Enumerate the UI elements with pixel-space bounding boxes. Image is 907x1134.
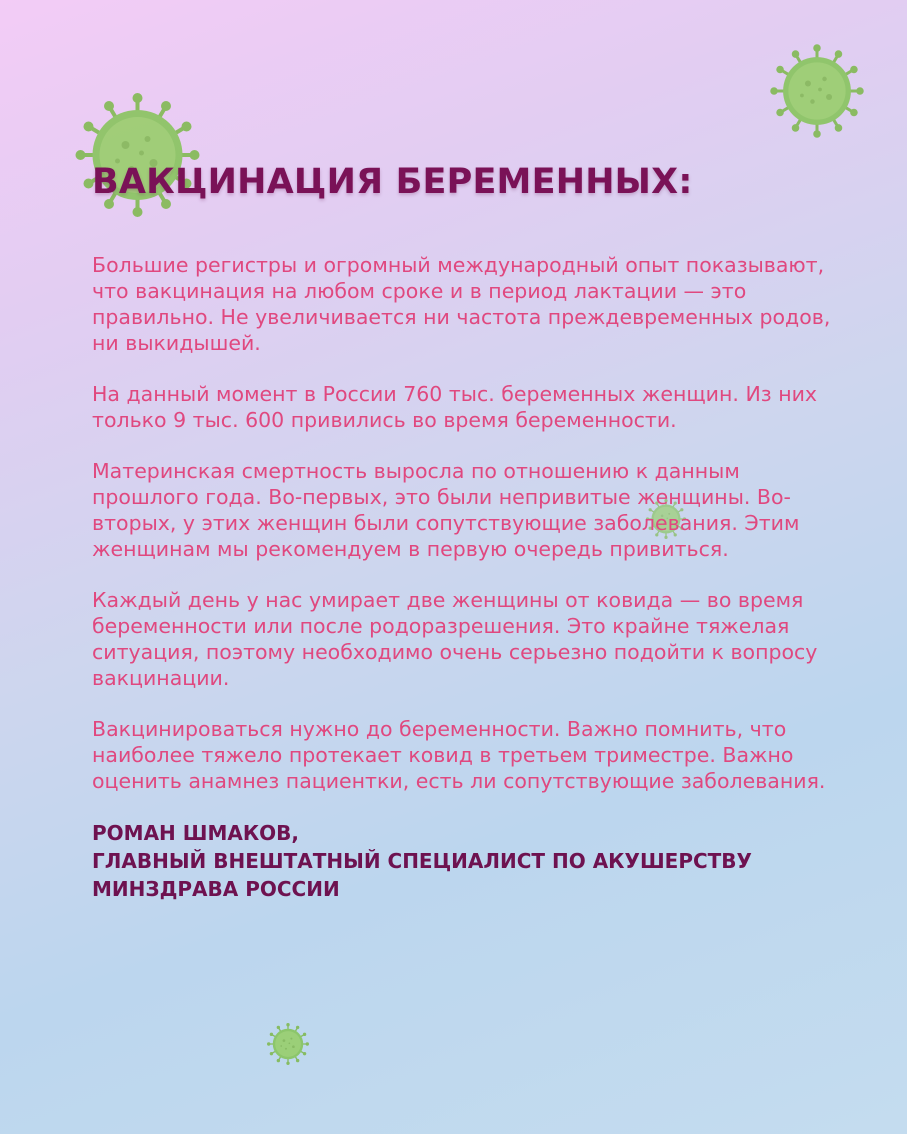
paragraph: Каждый день у нас умирает две женщины от ковида — во время беременности или после родоразрешения. Это крайне тяжелая ситуация, поэтому необходимо очень серьезно подойти к вопросу вакцинации. [92,588,818,690]
virus-icon [768,42,866,140]
paragraph: Вакцинироваться нужно до беременности. Важно помнить, что наиболее тяжело протекает ковид в третьем триместре. Важно оценить анамнез пациентки, есть ли сопутствующие заболевания. [92,717,826,793]
author-signature [92,819,852,903]
author-name: РОМАН ШМАКОВ, [92,821,300,845]
article-body [92,252,852,794]
paragraph: Материнская смертность выросла по отношению к данным прошлого года. Во-первых, это были непривитые женщины. Во-вторых, у этих женщин были сопутствующие заболевания. Этим женщинам мы рекомендуем в первую очередь привиться. [92,459,800,561]
paragraph: Большие регистры и огромный международный опыт показывают, что вакцинация на любом сроке и в период лактации — это правильно. Не увеличивается ни частота преждевременных родов, ни выкидышей. [92,253,831,355]
article [92,158,852,903]
author-position: ГЛАВНЫЙ ВНЕШТАТНЫЙ СПЕЦИАЛИСТ ПО АКУШЕРСТВУ [92,849,752,873]
paragraph: На данный момент в России 760 тыс. беременных женщин. Из них только 9 тыс. 600 привились во время беременности. [92,382,818,432]
author-organization: МИНЗДРАВА РОССИИ [92,877,340,901]
page-title: ВАКЦИНАЦИЯ БЕРЕМЕННЫХ: [92,162,693,202]
virus-icon [266,1022,310,1066]
